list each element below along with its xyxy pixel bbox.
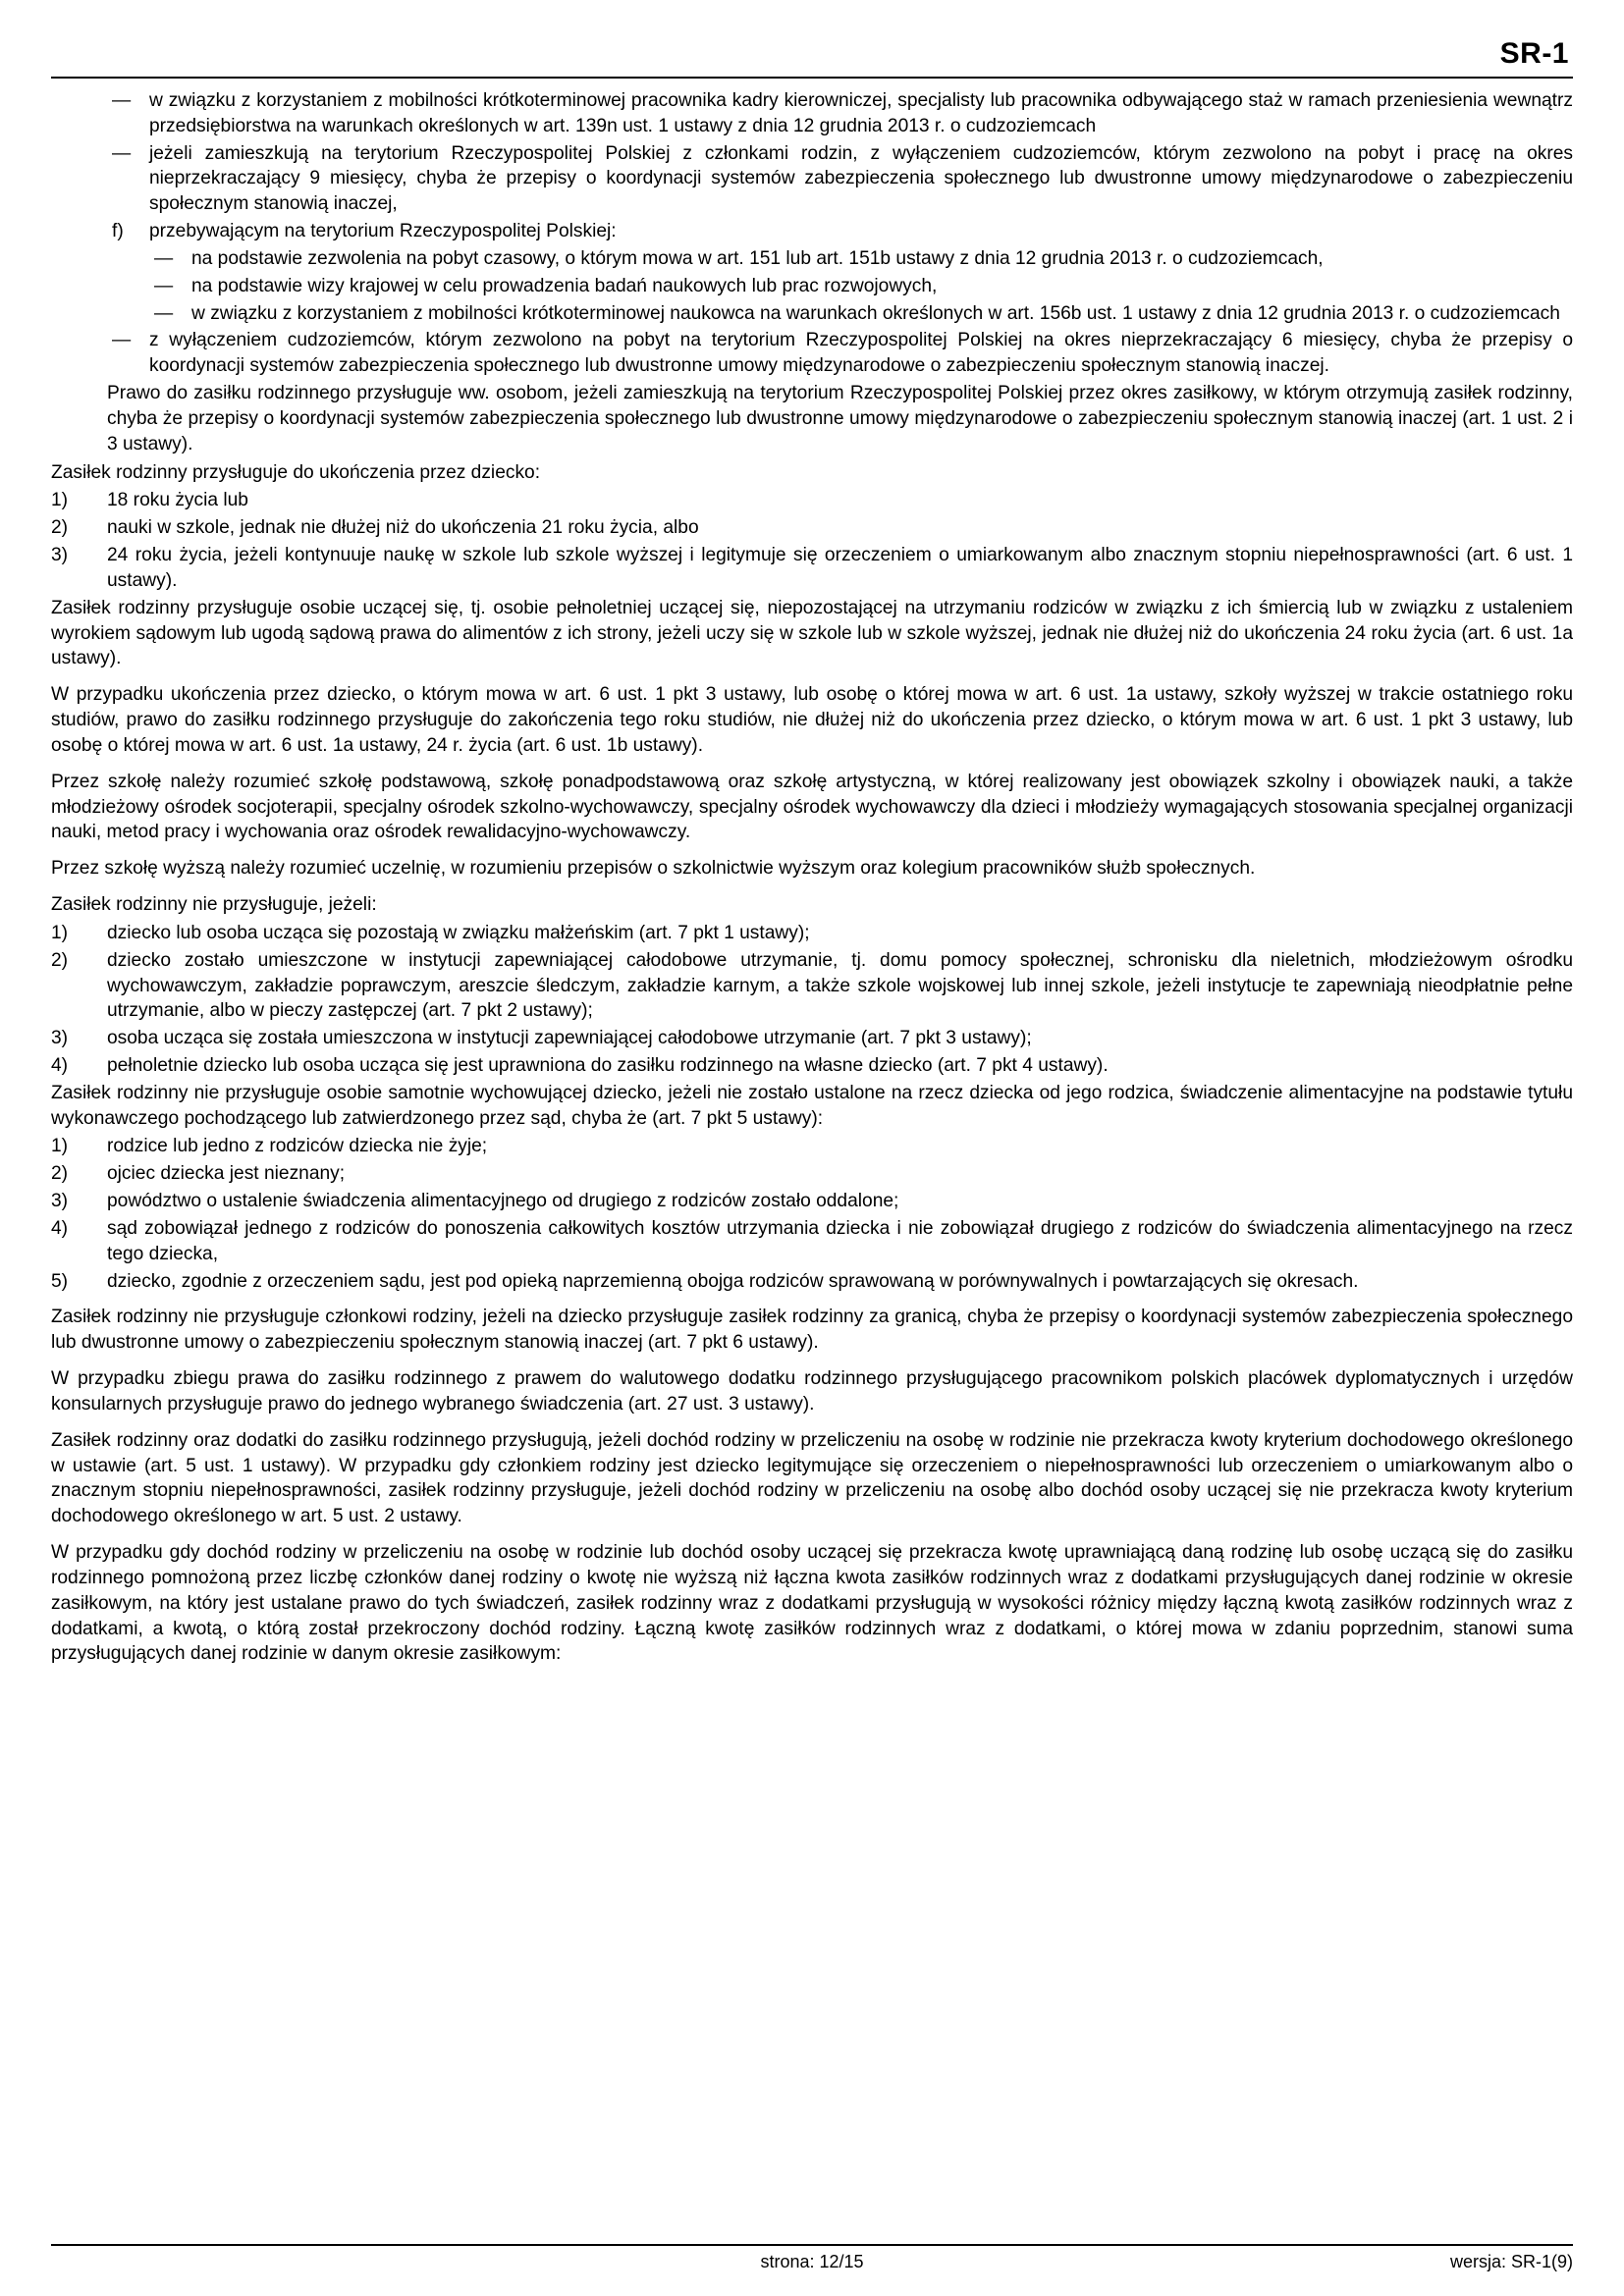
list-item bbox=[51, 1189, 1573, 1214]
list-marker: 3) bbox=[51, 1191, 69, 1212]
list-item-text: osoba ucząca się została umieszczona w instytucji zapewniającej całodobowe utrzymanie (art. 7 pkt 3 ustawy); bbox=[107, 1028, 1032, 1049]
list-item-text: przebywającym na terytorium Rzeczypospolitej Polskiej: bbox=[149, 221, 617, 242]
paragraph-szkola-wyzsza: Przez szkołę wyższą należy rozumieć uczelnię, w rozumieniu przepisów o szkolnictwie wyższym oraz kolegium pracowników służb społecznych. bbox=[51, 858, 1256, 880]
paragraph-osobie-uczacej-sie: Zasiłek rodzinny przysługuje osobie uczącej się, tj. osobie pełnoletniej uczącej się, niepozostającej na utrzymaniu rodziców w związku z ich śmiercią lub w związku z ustaleniem wyrokiem sądowym lub ugodą sądową prawa do alimentów z ich strony, jeżeli uczy się w szkole lub w szkole wyższej, jednak nie dłużej niż do ukończenia 24 roku życia (art. 6 ust. 1a ustawy). bbox=[51, 597, 1573, 669]
paragraph-czlonkowi-rodziny: Zasiłek rodzinny nie przysługuje członkowi rodziny, jeżeli na dziecko przysługuje zasiłek rodzinny za granicą, chyba że przepisy o koordynacji systemów zabezpieczenia społecznego lub dwustronne umowy o zabezpieczeniu społecznym stanowią inaczej (art. 7 pkt 6 ustawy). bbox=[51, 1307, 1573, 1354]
list-marker: 5) bbox=[51, 1270, 69, 1292]
list-item-text: dziecko, zgodnie z orzeczeniem sądu, jest pod opieką naprzemienną obojga rodziców sprawowaną w porównywalnych i powtarzających się okresach. bbox=[107, 1270, 1359, 1292]
list-item-text: na podstawie zezwolenia na pobyt czasowy, o którym mowa w art. 151 lub art. 151b ustawy z dnia 12 grudnia 2013 r. o cudzoziemcach, bbox=[191, 247, 1324, 269]
list-marker: 1) bbox=[51, 1136, 69, 1157]
list-item-text: na podstawie wizy krajowej w celu prowadzenia badań naukowych lub prac rozwojowych, bbox=[191, 275, 938, 296]
list-item-text: powództwo o ustalenie świadczenia alimentacyjnego od drugiego z rodziców zostało oddalone; bbox=[107, 1191, 899, 1212]
list-item bbox=[51, 328, 1573, 379]
list-item-text: sąd zobowiązał jednego z rodziców do ponoszenia całkowitych kosztów utrzymania dziecka i nie zobowiązał drugiego z rodziców do świadczenia alimentacyjnego na rzecz tego dziecka, bbox=[107, 1217, 1573, 1264]
dash-marker: — bbox=[112, 90, 132, 111]
list-item-text: w związku z korzystaniem z mobilności krótkoterminowej pracownika kadry kierowniczej, specjalisty lub pracownika odbywającego staż w ramach przeniesienia wewnątrz przedsiębiorstwa na warunkach określonych w art. 139n ust. 1 ustawy z dnia 12 grudnia 2013 r. o cudzoziemcach bbox=[149, 90, 1573, 136]
paragraph-samotnie-wychowujaca: Zasiłek rodzinny nie przysługuje osobie samotnie wychowującej dziecko, jeżeli nie zostało ustalone na rzecz dziecka od jego rodzica, świadczenie alimentacyjne na podstawie tytułu wykonawczego pochodzącego lub zatwierdzonego przez sąd, chyba że (art. 7 pkt 5 ustawy): bbox=[51, 1082, 1573, 1129]
list-item-text: ojciec dziecka jest nieznany; bbox=[107, 1163, 346, 1185]
list-item bbox=[51, 515, 1573, 541]
list-marker: 3) bbox=[51, 545, 69, 566]
list-item-text: jeżeli zamieszkują na terytorium Rzeczypospolitej Polskiej z członkami rodzin, z wyłączeniem cudzoziemców, którym zezwolono na pobyt i pracę na okres nieprzekraczający 9 miesięcy, chyba że przepisy o koordynacji systemów zabezpieczenia społecznego lub dwustronne umowy międzynarodowe o zabezpieczeniu społecznym stanowią inaczej, bbox=[149, 142, 1573, 215]
list-item bbox=[51, 543, 1573, 594]
paragraph-prawo-do-zasilku: Prawo do zasiłku rodzinnego przysługuje ww. osobom, jeżeli zamieszkują na terytorium Rzeczypospolitej Polskiej przez okres zasiłkowy, w którym otrzymują zasiłek rodzinny, chyba że przepisy o koordynacji systemów zabezpieczenia społecznego lub dwustronne umowy międzynarodowe o zabezpieczeniu społecznym stanowią inaczej (art. 1 ust. 2 i 3 ustawy). bbox=[107, 383, 1573, 454]
list-item-text: 24 roku życia, jeżeli kontynuuje naukę w szkole lub szkole wyższej i legitymuje się orzeczeniem o umiarkowanym albo znacznym stopniu niepełnosprawności (art. 6 ust. 1 ustawy). bbox=[107, 545, 1573, 591]
list-marker: 1) bbox=[51, 922, 69, 943]
list-item bbox=[51, 921, 1573, 946]
form-version: wersja: SR-1(9) bbox=[1449, 2252, 1574, 2271]
letter-marker: f) bbox=[112, 221, 124, 242]
paragraph-w-przypadku-ukonczenia: W przypadku ukończenia przez dziecko, o którym mowa w art. 6 ust. 1 pkt 3 ustawy, lub osobę o której mowa w art. 6 ust. 1a ustawy, szkoły wyższej w trakcie ostatniego roku studiów, prawo do zasiłku rodzinnego przysługuje do zakończenia tego roku studiów, nie dłużej niż do ukończenia przez dziecko, o którym mowa w art. 6 ust. 1 pkt 3 ustawy, lub osobę o której mowa w art. 6 ust. 1a ustawy, 24 r. życia (art. 6 ust. 1b ustawy). bbox=[51, 684, 1573, 756]
list-item-text: w związku z korzystaniem z mobilności krótkoterminowej naukowca na warunkach określonych w art. 156b ust. 1 ustawy z dnia 12 grudnia 2013 r. o cudzoziemcach bbox=[191, 302, 1560, 324]
list-item bbox=[51, 141, 1573, 217]
page-number: strona: 12/15 bbox=[760, 2252, 864, 2271]
list-item bbox=[51, 301, 1573, 327]
list-item-text: nauki w szkole, jednak nie dłużej niż do ukończenia 21 roku życia, albo bbox=[107, 517, 699, 539]
list-item bbox=[51, 488, 1573, 513]
list-marker: 2) bbox=[51, 949, 69, 971]
dash-marker: — bbox=[154, 275, 174, 296]
document-content bbox=[51, 88, 1573, 1667]
form-code: SR-1 bbox=[1499, 37, 1569, 70]
list-item bbox=[51, 88, 1573, 139]
page-footer bbox=[51, 2244, 1573, 2272]
list-item-text: dziecko zostało umieszczone w instytucji zapewniającej całodobowe utrzymanie, tj. domu pomocy społecznej, schronisku dla nieletnich, młodzieżowym ośrodku wychowawczym, zakładzie poprawczym, areszcie śledczym, zakładzie karnym, a także szkole wojskowej lub innej szkole, jeżeli instytucje te zapewniają nieodpłatnie pełne utrzymanie, albo w pieczy zastępczej (art. 7 pkt 2 ustawy); bbox=[107, 949, 1573, 1022]
list-item bbox=[51, 1216, 1573, 1267]
list-item bbox=[51, 1134, 1573, 1159]
paragraph-nie-przysluguje: Zasiłek rodzinny nie przysługuje, jeżeli: bbox=[51, 894, 377, 916]
list-item bbox=[51, 1269, 1573, 1295]
list-marker: 3) bbox=[51, 1028, 69, 1049]
list-item bbox=[51, 274, 1573, 299]
dash-marker: — bbox=[112, 330, 132, 351]
page-header bbox=[51, 37, 1573, 71]
list-item-text: z wyłączeniem cudzoziemców, którym zezwolono na pobyt na terytorium Rzeczypospolitej Polskiej na okres nieprzekraczający 6 miesięcy, chyba że przepisy o koordynacji systemów zabezpieczenia społecznego lub dwustronne umowy międzynarodowe o zabezpieczeniu społecznym stanowią inaczej. bbox=[149, 330, 1573, 377]
paragraph-zbieg-prawa: W przypadku zbiegu prawa do zasiłku rodzinnego z prawem do walutowego dodatku rodzinnego przysługującego pracownikom polskich placówek dyplomatycznych i urzędów konsularnych przysługuje prawo do jednego wybranego świadczenia (art. 27 ust. 3 ustawy). bbox=[51, 1368, 1573, 1415]
list-marker: 4) bbox=[51, 1054, 69, 1076]
list-item bbox=[51, 1026, 1573, 1051]
list-item-text: 18 roku życia lub bbox=[107, 490, 248, 511]
list-marker: 2) bbox=[51, 517, 69, 539]
list-item bbox=[51, 948, 1573, 1024]
header-divider bbox=[51, 77, 1573, 79]
list-item-text: dziecko lub osoba ucząca się pozostają w związku małżeńskim (art. 7 pkt 1 ustawy); bbox=[107, 922, 810, 943]
list-item bbox=[51, 1053, 1573, 1079]
list-item-text: rodzice lub jedno z rodziców dziecka nie żyje; bbox=[107, 1136, 488, 1157]
paragraph-dochod-rodziny: Zasiłek rodzinny oraz dodatki do zasiłku rodzinnego przysługują, jeżeli dochód rodziny w przeliczeniu na osobę w rodzinie nie przekracza kwoty kryterium dochodowego określonego w ustawie (art. 5 ust. 1 ustawy). W przypadku gdy członkiem rodziny jest dziecko legitymujące się orzeczeniem o niepełnosprawności lub orzeczeniem o umiarkowanym albo o znacznym stopniu niepełnosprawności, zasiłek rodzinny przysługuje, jeżeli dochód rodziny w przeliczeniu na osobę albo dochód osoby uczącej się nie przekracza kwoty kryterium dochodowego określonego w art. 5 ust. 2 ustawy. bbox=[51, 1429, 1573, 1527]
dash-marker: — bbox=[154, 302, 174, 324]
list-item bbox=[51, 246, 1573, 272]
footer-divider bbox=[51, 2244, 1573, 2246]
dash-marker: — bbox=[154, 247, 174, 269]
list-marker: 1) bbox=[51, 490, 69, 511]
list-marker: 4) bbox=[51, 1217, 69, 1239]
paragraph-do-ukonczenia: Zasiłek rodzinny przysługuje do ukończenia przez dziecko: bbox=[51, 461, 541, 483]
list-item-letter-f bbox=[51, 219, 1573, 244]
dash-marker: — bbox=[112, 142, 132, 164]
paragraph-przekroczenie-dochodu: W przypadku gdy dochód rodziny w przeliczeniu na osobę w rodzinie lub dochód osoby uczącej się przekracza kwotę uprawniającą daną rodzinę lub osobę uczącą się do zasiłku rodzinnego pomnożoną przez liczbę członków danej rodziny o kwotę nie wyższą niż łączna kwota zasiłków rodzinnych wraz z dodatkami przysługujących danej rodzinie w okresie zasiłkowym, na który jest ustalane prawo do tych świadczeń, zasiłek rodzinny wraz z dodatkami przysługują w wysokości różnicy między łączną kwotą zasiłków rodzinnych wraz z dodatkami, a kwotą, o którą został przekroczony dochód rodziny. Łączną kwotę zasiłków rodzinnych wraz z dodatkami, o której mowa w zdaniu poprzednim, stanowi suma przysługujących danej rodzinie w danym okresie zasiłkowym: bbox=[51, 1542, 1573, 1665]
paragraph-przez-szkole: Przez szkołę należy rozumieć szkołę podstawową, szkołę ponadpodstawową oraz szkołę artystyczną, w której realizowany jest obowiązek szkolny i obowiązek nauki, a także młodzieżowy ośrodek socjoterapii, specjalny ośrodek szkolno-wychowawczy, specjalny ośrodek wychowawczy dla dzieci i młodzieży wymagających stosowania specjalnej organizacji nauki, metod pracy i wychowania oraz ośrodek rewalidacyjno-wychowawczy. bbox=[51, 771, 1573, 843]
list-item-text: pełnoletnie dziecko lub osoba ucząca się jest uprawniona do zasiłku rodzinnego na własne dziecko (art. 7 pkt 4 ustawy). bbox=[107, 1054, 1109, 1076]
list-item bbox=[51, 1161, 1573, 1187]
list-marker: 2) bbox=[51, 1163, 69, 1185]
